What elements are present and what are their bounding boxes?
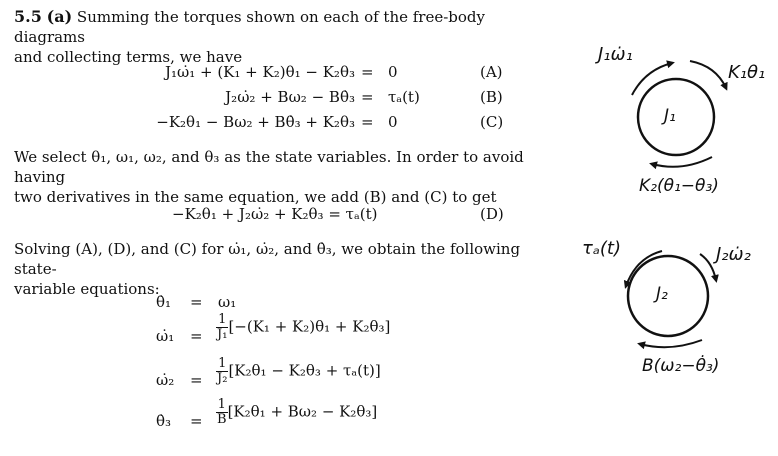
select-line-2: two derivatives in the same equation, we add (B) and (C) to get: [14, 188, 497, 206]
state-eq-4-equals: =: [190, 412, 203, 430]
diagram-top: [632, 61, 726, 167]
diagram-top-torque-left: J₁ω̇₁: [598, 44, 633, 65]
diagram-bottom-torque-right: J₂ω̇₂: [716, 244, 751, 265]
state-eq-2-frac-num: 1: [216, 313, 228, 328]
diagram-bottom-torque-bottom: B(ω₂−θ̇₃): [642, 356, 720, 376]
state-eq-2-frac-den: J₁: [217, 327, 228, 342]
state-eq-3-equals: =: [190, 371, 203, 389]
state-eq-1-lhs: θ̇₁: [156, 293, 172, 311]
state-eq-1-rhs: ω₁: [218, 293, 237, 311]
state-eq-3-lhs: ω̇₂: [156, 371, 175, 389]
state-eq-3-rhs: [K₂θ₁ − K₂θ₃ + τₐ(t)]: [228, 361, 381, 380]
eq-d: −K₂θ₁ + J₂ω̇₂ + K₂θ₃ = τₐ(t): [172, 205, 378, 223]
eq-c-tag: (C): [480, 113, 504, 131]
eq-a-tag: (A): [480, 63, 503, 81]
problem-number: 5.5: [14, 7, 42, 26]
eq-b-equals: =: [361, 88, 374, 106]
state-eq-4-rhs: [K₂θ₁ + Bω₂ − K₂θ₃]: [227, 402, 378, 421]
inertia-disk-2: [628, 256, 708, 336]
state-eq-3-frac-num: 1: [216, 357, 228, 372]
eq-c-equals: =: [361, 113, 374, 131]
torque-arrow-top-left: [632, 63, 672, 95]
state-eq-3-frac-den: J₂: [217, 371, 228, 386]
intro-line-1: Summing the torques shown on each of the free-body diagrams: [14, 8, 486, 46]
state-eq-4-lhs: θ̇₃: [156, 412, 172, 430]
eq-a-lhs: J₁ω̇₁ + (K₁ + K₂)θ₁ − K₂θ₃: [164, 63, 355, 81]
state-eq-4-frac-den: B: [217, 412, 227, 427]
solve-line-2: variable equations:: [14, 280, 160, 298]
intro-line-2: and collecting terms, we have: [14, 48, 243, 66]
torque-arrow-bottom-bottom: [640, 340, 702, 347]
eq-b-lhs: J₂ω̇₂ + Bω₂ − Bθ̇₃: [225, 88, 355, 106]
state-eq-4-frac-num: 1: [217, 397, 226, 412]
eq-b-rhs: τₐ(t): [388, 88, 420, 106]
diagram-top-torque-bottom: K₂(θ₁−θ₃): [639, 176, 719, 196]
inertia-disk-1: [638, 79, 714, 155]
eq-c-rhs: 0: [388, 113, 398, 131]
eq-a-rhs: 0: [388, 63, 398, 81]
state-eq-2-equals: =: [190, 327, 203, 345]
eq-c-lhs: −K₂θ₁ − Bω₂ + Bθ̇₃ + K₂θ₃: [156, 113, 355, 131]
torque-arrow-top-bottom: [652, 157, 712, 167]
eq-d-tag: (D): [480, 205, 504, 223]
state-eq-2-lhs: ω̇₁: [156, 327, 175, 345]
diagram-bottom: [626, 251, 716, 347]
eq-b-tag: (B): [480, 88, 503, 106]
diagram-bottom-torque-left: τₐ(t): [582, 238, 621, 259]
solve-line-1: Solving (A), (D), and (C) for ω̇₁, ω̇₂, and θ̇₃, we obtain the following state-: [14, 240, 521, 278]
diagram-top-torque-right: K₁θ₁: [728, 62, 766, 83]
state-eq-2-rhs: [−(K₁ + K₂)θ₁ + K₂θ₃]: [228, 317, 391, 336]
diagram-bottom-inertia-label: J₂: [656, 284, 668, 304]
select-line-1: We select θ₁, ω₁, ω₂, and θ₃ as the state variables. In order to avoid having: [14, 148, 524, 186]
eq-a-equals: =: [361, 63, 374, 81]
state-eq-1-equals: =: [190, 293, 203, 311]
diagram-top-inertia-label: J₁: [664, 106, 676, 126]
problem-part: (a): [46, 7, 73, 26]
